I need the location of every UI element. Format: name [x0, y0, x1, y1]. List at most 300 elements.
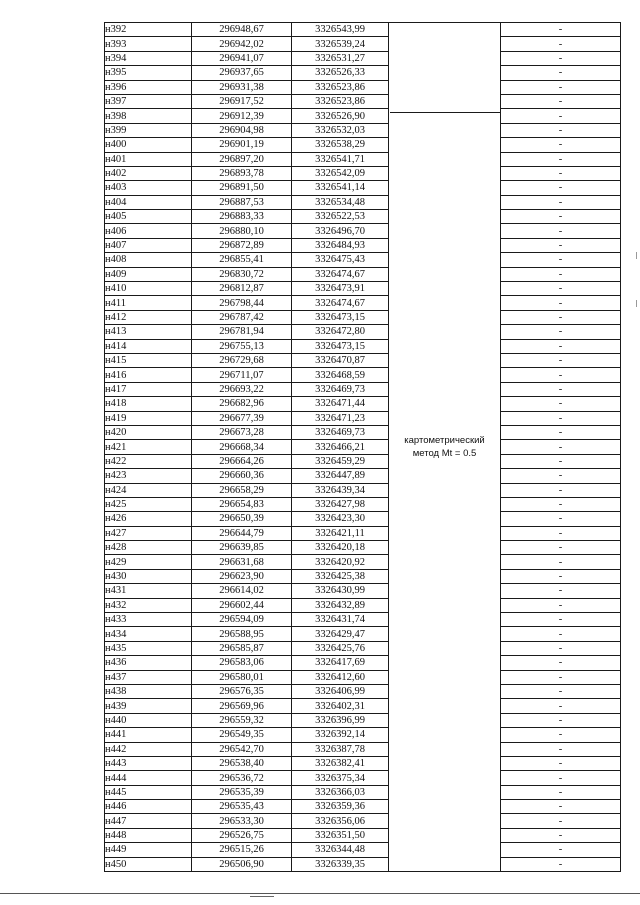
x-coordinate-cell: 296506,90 — [192, 857, 292, 871]
bottom-mark — [250, 896, 274, 897]
table-row — [105, 253, 621, 267]
point-name-cell: н450 — [105, 857, 192, 871]
table-row — [105, 843, 621, 857]
x-coordinate-cell: 296536,72 — [192, 771, 292, 785]
table-row — [105, 353, 621, 367]
x-coordinate-cell: 296755,13 — [192, 339, 292, 353]
table-row — [105, 569, 621, 583]
y-coordinate-cell: 3326425,38 — [292, 569, 389, 583]
y-coordinate-cell: 3326473,91 — [292, 282, 389, 296]
table-row — [105, 425, 621, 439]
table-row — [105, 828, 621, 842]
error-value-cell: - — [501, 843, 621, 857]
error-value-cell: - — [501, 411, 621, 425]
x-coordinate-cell: 296559,32 — [192, 713, 292, 727]
y-coordinate-cell: 3326538,29 — [292, 138, 389, 152]
error-value-cell: - — [501, 469, 621, 483]
y-coordinate-cell: 3326447,89 — [292, 469, 389, 483]
error-value-cell: - — [501, 253, 621, 267]
table-row — [105, 195, 621, 209]
point-name-cell: н397 — [105, 94, 192, 108]
y-coordinate-cell: 3326468,59 — [292, 368, 389, 382]
x-coordinate-cell: 296583,06 — [192, 656, 292, 670]
point-name-cell: н449 — [105, 843, 192, 857]
y-coordinate-cell: 3326496,70 — [292, 224, 389, 238]
table-row — [105, 555, 621, 569]
y-coordinate-cell: 3326423,30 — [292, 512, 389, 526]
error-value-cell: - — [501, 66, 621, 80]
error-value-cell: - — [501, 310, 621, 324]
y-coordinate-cell: 3326459,29 — [292, 454, 389, 468]
point-name-cell: н443 — [105, 756, 192, 770]
point-name-cell: н424 — [105, 483, 192, 497]
x-coordinate-cell: 296526,75 — [192, 828, 292, 842]
x-coordinate-cell: 296549,35 — [192, 728, 292, 742]
x-coordinate-cell: 296576,35 — [192, 684, 292, 698]
x-coordinate-cell: 296631,68 — [192, 555, 292, 569]
x-coordinate-cell: 296654,83 — [192, 497, 292, 511]
point-name-cell: н432 — [105, 598, 192, 612]
error-value-cell: - — [501, 800, 621, 814]
table-row — [105, 857, 621, 871]
table-row — [105, 684, 621, 698]
error-value-cell: - — [501, 23, 621, 37]
y-coordinate-cell: 3326392,14 — [292, 728, 389, 742]
point-name-cell: н435 — [105, 641, 192, 655]
x-coordinate-cell: 296538,40 — [192, 756, 292, 770]
x-coordinate-cell: 296883,33 — [192, 210, 292, 224]
x-coordinate-cell: 296812,87 — [192, 282, 292, 296]
x-coordinate-cell: 296931,38 — [192, 80, 292, 94]
point-name-cell: н399 — [105, 123, 192, 137]
error-value-cell: - — [501, 555, 621, 569]
point-name-cell: н438 — [105, 684, 192, 698]
y-coordinate-cell: 3326439,34 — [292, 483, 389, 497]
y-coordinate-cell: 3326470,87 — [292, 353, 389, 367]
point-name-cell: н401 — [105, 152, 192, 166]
table-row — [105, 699, 621, 713]
table-row — [105, 756, 621, 770]
x-coordinate-cell: 296602,44 — [192, 598, 292, 612]
table-row — [105, 512, 621, 526]
point-name-cell: н400 — [105, 138, 192, 152]
point-name-cell: н437 — [105, 670, 192, 684]
y-coordinate-cell: 3326420,18 — [292, 541, 389, 555]
x-coordinate-cell: 296787,42 — [192, 310, 292, 324]
point-name-cell: н425 — [105, 497, 192, 511]
table-row — [105, 483, 621, 497]
table-row — [105, 800, 621, 814]
y-coordinate-cell: 3326541,14 — [292, 181, 389, 195]
table-row — [105, 224, 621, 238]
table-row — [105, 785, 621, 799]
y-coordinate-cell: 3326420,92 — [292, 555, 389, 569]
x-coordinate-cell: 296658,29 — [192, 483, 292, 497]
y-coordinate-cell: 3326543,99 — [292, 23, 389, 37]
table-row — [105, 771, 621, 785]
point-name-cell: н430 — [105, 569, 192, 583]
method-text-line: картометрический — [404, 435, 485, 447]
table-row — [105, 670, 621, 684]
table-row — [105, 37, 621, 51]
table-row — [105, 742, 621, 756]
error-value-cell: - — [501, 138, 621, 152]
y-coordinate-cell: 3326473,15 — [292, 310, 389, 324]
point-name-cell: н393 — [105, 37, 192, 51]
error-value-cell: - — [501, 181, 621, 195]
error-value-cell: - — [501, 353, 621, 367]
coordinates-table — [104, 22, 621, 872]
point-name-cell: н444 — [105, 771, 192, 785]
error-value-cell: - — [501, 584, 621, 598]
point-name-cell: н392 — [105, 23, 192, 37]
table-row — [105, 339, 621, 353]
error-value-cell: - — [501, 627, 621, 641]
table-row — [105, 109, 621, 123]
y-coordinate-cell: 3326366,03 — [292, 785, 389, 799]
x-coordinate-cell: 296585,87 — [192, 641, 292, 655]
x-coordinate-cell: 296588,95 — [192, 627, 292, 641]
point-name-cell: н426 — [105, 512, 192, 526]
y-coordinate-cell: 3326412,60 — [292, 670, 389, 684]
table-row — [105, 310, 621, 324]
y-coordinate-cell: 3326523,86 — [292, 80, 389, 94]
point-name-cell: н429 — [105, 555, 192, 569]
table-row — [105, 296, 621, 310]
y-coordinate-cell: 3326474,67 — [292, 267, 389, 281]
x-coordinate-cell: 296515,26 — [192, 843, 292, 857]
table-row — [105, 541, 621, 555]
x-coordinate-cell: 296798,44 — [192, 296, 292, 310]
y-coordinate-cell: 3326351,50 — [292, 828, 389, 842]
y-coordinate-cell: 3326421,11 — [292, 526, 389, 540]
error-value-cell: - — [501, 397, 621, 411]
y-coordinate-cell: 3326531,27 — [292, 51, 389, 65]
y-coordinate-cell: 3326539,24 — [292, 37, 389, 51]
error-value-cell: - — [501, 728, 621, 742]
error-value-cell: - — [501, 152, 621, 166]
point-name-cell: н404 — [105, 195, 192, 209]
margin-tick — [636, 252, 637, 259]
error-value-cell: - — [501, 785, 621, 799]
table-row — [105, 210, 621, 224]
y-coordinate-cell: 3326469,73 — [292, 382, 389, 396]
x-coordinate-cell: 296880,10 — [192, 224, 292, 238]
y-coordinate-cell: 3326406,99 — [292, 684, 389, 698]
error-value-cell: - — [501, 857, 621, 871]
table-row — [105, 713, 621, 727]
error-value-cell: - — [501, 296, 621, 310]
y-coordinate-cell: 3326532,03 — [292, 123, 389, 137]
table-row — [105, 325, 621, 339]
point-name-cell: н414 — [105, 339, 192, 353]
y-coordinate-cell: 3326472,80 — [292, 325, 389, 339]
table-row — [105, 454, 621, 468]
table-row — [105, 51, 621, 65]
table-row — [105, 728, 621, 742]
method-cell — [389, 23, 501, 872]
y-coordinate-cell: 3326522,53 — [292, 210, 389, 224]
y-coordinate-cell: 3326432,89 — [292, 598, 389, 612]
error-value-cell: - — [501, 713, 621, 727]
point-name-cell: н394 — [105, 51, 192, 65]
point-name-cell: н396 — [105, 80, 192, 94]
point-name-cell: н433 — [105, 613, 192, 627]
error-value-cell: - — [501, 598, 621, 612]
table-row — [105, 138, 621, 152]
y-coordinate-cell: 3326425,76 — [292, 641, 389, 655]
table-row — [105, 641, 621, 655]
x-coordinate-cell: 296677,39 — [192, 411, 292, 425]
point-name-cell: н428 — [105, 541, 192, 555]
method-text-line: метод Mt = 0.5 — [412, 448, 477, 460]
point-name-cell: н436 — [105, 656, 192, 670]
x-coordinate-cell: 296542,70 — [192, 742, 292, 756]
y-coordinate-cell: 3326484,93 — [292, 238, 389, 252]
x-coordinate-cell: 296891,50 — [192, 181, 292, 195]
table-rule-line — [390, 112, 500, 113]
x-coordinate-cell: 296533,30 — [192, 814, 292, 828]
error-value-cell: - — [501, 656, 621, 670]
point-name-cell: н423 — [105, 469, 192, 483]
y-coordinate-cell: 3326382,41 — [292, 756, 389, 770]
bottom-rule — [0, 893, 640, 894]
error-value-cell: - — [501, 814, 621, 828]
point-name-cell: н409 — [105, 267, 192, 281]
error-value-cell: - — [501, 613, 621, 627]
y-coordinate-cell: 3326526,90 — [292, 109, 389, 123]
x-coordinate-cell: 296650,39 — [192, 512, 292, 526]
x-coordinate-cell: 296580,01 — [192, 670, 292, 684]
table-row — [105, 66, 621, 80]
x-coordinate-cell: 296682,96 — [192, 397, 292, 411]
x-coordinate-cell: 296673,28 — [192, 425, 292, 439]
table-row — [105, 411, 621, 425]
point-name-cell: н406 — [105, 224, 192, 238]
error-value-cell: - — [501, 454, 621, 468]
error-value-cell: - — [501, 440, 621, 454]
point-name-cell: н422 — [105, 454, 192, 468]
x-coordinate-cell: 296901,19 — [192, 138, 292, 152]
table-row — [105, 123, 621, 137]
x-coordinate-cell: 296664,26 — [192, 454, 292, 468]
error-value-cell: - — [501, 497, 621, 511]
x-coordinate-cell: 296937,65 — [192, 66, 292, 80]
x-coordinate-cell: 296893,78 — [192, 166, 292, 180]
x-coordinate-cell: 296830,72 — [192, 267, 292, 281]
x-coordinate-cell: 296594,09 — [192, 613, 292, 627]
x-coordinate-cell: 296693,22 — [192, 382, 292, 396]
point-name-cell: н418 — [105, 397, 192, 411]
point-name-cell: н415 — [105, 353, 192, 367]
table-row — [105, 497, 621, 511]
y-coordinate-cell: 3326473,15 — [292, 339, 389, 353]
y-coordinate-cell: 3326526,33 — [292, 66, 389, 80]
y-coordinate-cell: 3326344,48 — [292, 843, 389, 857]
table-row — [105, 598, 621, 612]
error-value-cell: - — [501, 512, 621, 526]
error-value-cell: - — [501, 382, 621, 396]
x-coordinate-cell: 296623,90 — [192, 569, 292, 583]
point-name-cell: н447 — [105, 814, 192, 828]
x-coordinate-cell: 296644,79 — [192, 526, 292, 540]
error-value-cell: - — [501, 210, 621, 224]
y-coordinate-cell: 3326541,71 — [292, 152, 389, 166]
x-coordinate-cell: 296897,20 — [192, 152, 292, 166]
point-name-cell: н395 — [105, 66, 192, 80]
x-coordinate-cell: 296668,34 — [192, 440, 292, 454]
error-value-cell: - — [501, 569, 621, 583]
error-value-cell: - — [501, 80, 621, 94]
table-row — [105, 267, 621, 281]
error-value-cell: - — [501, 224, 621, 238]
x-coordinate-cell: 296948,67 — [192, 23, 292, 37]
point-name-cell: н441 — [105, 728, 192, 742]
table-row — [105, 526, 621, 540]
error-value-cell: - — [501, 742, 621, 756]
error-value-cell: - — [501, 756, 621, 770]
point-name-cell: н402 — [105, 166, 192, 180]
y-coordinate-cell: 3326471,44 — [292, 397, 389, 411]
point-name-cell: н445 — [105, 785, 192, 799]
error-value-cell: - — [501, 828, 621, 842]
table-row — [105, 80, 621, 94]
error-value-cell: - — [501, 238, 621, 252]
y-coordinate-cell: 3326471,23 — [292, 411, 389, 425]
error-value-cell: - — [501, 368, 621, 382]
error-value-cell: - — [501, 483, 621, 497]
x-coordinate-cell: 296855,41 — [192, 253, 292, 267]
y-coordinate-cell: 3326387,78 — [292, 742, 389, 756]
error-value-cell: - — [501, 425, 621, 439]
error-value-cell: - — [501, 339, 621, 353]
point-name-cell: н421 — [105, 440, 192, 454]
x-coordinate-cell: 296941,07 — [192, 51, 292, 65]
table-row — [105, 440, 621, 454]
y-coordinate-cell: 3326339,35 — [292, 857, 389, 871]
x-coordinate-cell: 296569,96 — [192, 699, 292, 713]
table-row — [105, 368, 621, 382]
point-name-cell: н440 — [105, 713, 192, 727]
point-name-cell: н442 — [105, 742, 192, 756]
table-row — [105, 382, 621, 396]
error-value-cell: - — [501, 526, 621, 540]
point-name-cell: н407 — [105, 238, 192, 252]
error-value-cell: - — [501, 771, 621, 785]
point-name-cell: н398 — [105, 109, 192, 123]
table-row — [105, 613, 621, 627]
error-value-cell: - — [501, 123, 621, 137]
error-value-cell: - — [501, 51, 621, 65]
y-coordinate-cell: 3326396,99 — [292, 713, 389, 727]
x-coordinate-cell: 296614,02 — [192, 584, 292, 598]
error-value-cell: - — [501, 670, 621, 684]
x-coordinate-cell: 296917,52 — [192, 94, 292, 108]
point-name-cell: н446 — [105, 800, 192, 814]
coordinates-table-body — [105, 23, 621, 872]
table-row — [105, 94, 621, 108]
point-name-cell: н412 — [105, 310, 192, 324]
y-coordinate-cell: 3326430,99 — [292, 584, 389, 598]
x-coordinate-cell: 296660,36 — [192, 469, 292, 483]
x-coordinate-cell: 296872,89 — [192, 238, 292, 252]
error-value-cell: - — [501, 195, 621, 209]
table-row — [105, 397, 621, 411]
y-coordinate-cell: 3326417,69 — [292, 656, 389, 670]
x-coordinate-cell: 296639,85 — [192, 541, 292, 555]
table-row — [105, 469, 621, 483]
table-row — [105, 282, 621, 296]
x-coordinate-cell: 296912,39 — [192, 109, 292, 123]
point-name-cell: н439 — [105, 699, 192, 713]
point-name-cell: н413 — [105, 325, 192, 339]
table-row — [105, 814, 621, 828]
point-name-cell: н434 — [105, 627, 192, 641]
error-value-cell: - — [501, 282, 621, 296]
error-value-cell: - — [501, 699, 621, 713]
point-name-cell: н420 — [105, 425, 192, 439]
x-coordinate-cell: 296781,94 — [192, 325, 292, 339]
error-value-cell: - — [501, 166, 621, 180]
error-value-cell: - — [501, 541, 621, 555]
error-value-cell: - — [501, 684, 621, 698]
y-coordinate-cell: 3326375,34 — [292, 771, 389, 785]
table-row — [105, 656, 621, 670]
x-coordinate-cell: 296535,43 — [192, 800, 292, 814]
x-coordinate-cell: 296711,07 — [192, 368, 292, 382]
y-coordinate-cell: 3326359,36 — [292, 800, 389, 814]
y-coordinate-cell: 3326474,67 — [292, 296, 389, 310]
table-row — [105, 152, 621, 166]
point-name-cell: н403 — [105, 181, 192, 195]
table-row — [105, 166, 621, 180]
y-coordinate-cell: 3326523,86 — [292, 94, 389, 108]
margin-tick — [636, 300, 637, 307]
point-name-cell: н448 — [105, 828, 192, 842]
y-coordinate-cell: 3326542,09 — [292, 166, 389, 180]
y-coordinate-cell: 3326356,06 — [292, 814, 389, 828]
y-coordinate-cell: 3326534,48 — [292, 195, 389, 209]
x-coordinate-cell: 296887,53 — [192, 195, 292, 209]
point-name-cell: н405 — [105, 210, 192, 224]
y-coordinate-cell: 3326429,47 — [292, 627, 389, 641]
point-name-cell: н419 — [105, 411, 192, 425]
y-coordinate-cell: 3326466,21 — [292, 440, 389, 454]
error-value-cell: - — [501, 37, 621, 51]
x-coordinate-cell: 296942,02 — [192, 37, 292, 51]
error-value-cell: - — [501, 267, 621, 281]
error-value-cell: - — [501, 94, 621, 108]
point-name-cell: н408 — [105, 253, 192, 267]
table-row — [105, 23, 621, 37]
x-coordinate-cell: 296904,98 — [192, 123, 292, 137]
table-row — [105, 627, 621, 641]
table-row — [105, 181, 621, 195]
error-value-cell: - — [501, 325, 621, 339]
point-name-cell: н416 — [105, 368, 192, 382]
x-coordinate-cell: 296729,68 — [192, 353, 292, 367]
point-name-cell: н417 — [105, 382, 192, 396]
table-row — [105, 584, 621, 598]
y-coordinate-cell: 3326402,31 — [292, 699, 389, 713]
point-name-cell: н410 — [105, 282, 192, 296]
x-coordinate-cell: 296535,39 — [192, 785, 292, 799]
error-value-cell: - — [501, 109, 621, 123]
y-coordinate-cell: 3326427,98 — [292, 497, 389, 511]
table-row — [105, 238, 621, 252]
y-coordinate-cell: 3326431,74 — [292, 613, 389, 627]
point-name-cell: н411 — [105, 296, 192, 310]
